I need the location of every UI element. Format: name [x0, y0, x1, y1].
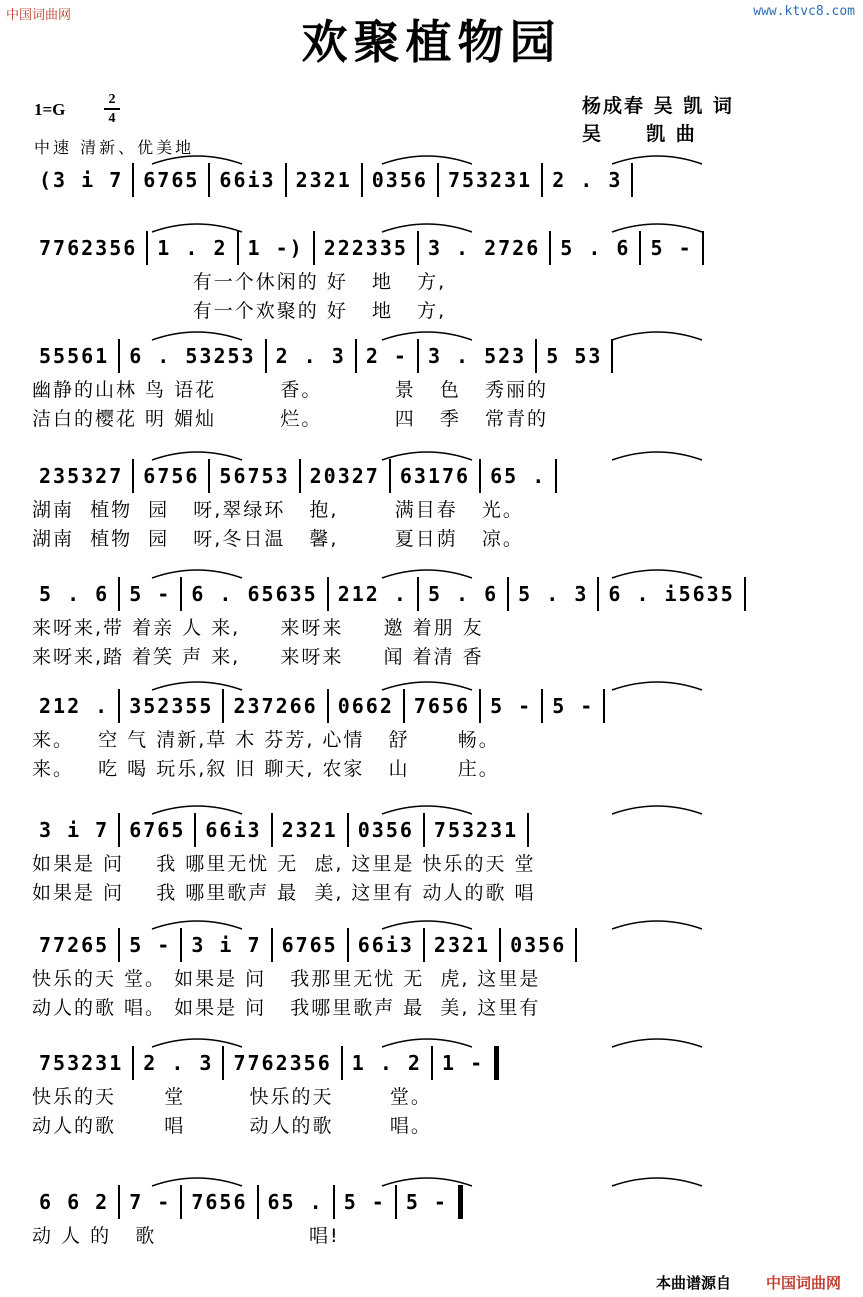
barline: [597, 577, 599, 611]
barline: [118, 1185, 120, 1219]
measure: 20327: [309, 464, 380, 488]
measure: 5 -: [129, 933, 172, 957]
barline: [347, 813, 349, 847]
measure: 65 .: [267, 1190, 324, 1214]
measure: 6 . 65635: [191, 582, 318, 606]
composer-credit: 吴 凯 曲: [582, 123, 697, 145]
barline: [423, 928, 425, 962]
watermark-left: 中国词曲网: [6, 8, 72, 23]
measure: 7 -: [129, 1190, 172, 1214]
measure: 6756: [143, 464, 200, 488]
lyric-line: 动 人 的 歌 唱!: [32, 1225, 340, 1247]
repeat-end-barline: [494, 1046, 499, 1080]
measure: 212 .: [39, 694, 110, 718]
lyric-line: 幽静的山林 鸟 语花 香。 景 色 秀丽的: [32, 379, 548, 401]
measure: 3 i 7: [191, 933, 262, 957]
measure: 65 .: [490, 464, 547, 488]
measure: 5 -: [405, 1190, 448, 1214]
watermark-right: www.ktvc8.com: [753, 4, 855, 19]
barline: [549, 231, 551, 265]
notation-line: [32, 574, 828, 614]
measure: 2 . 3: [275, 344, 346, 368]
score-system: [32, 925, 828, 1023]
measure: 5 . 6: [560, 236, 631, 260]
notation-line: [32, 1182, 828, 1222]
barline: [575, 928, 577, 962]
lyric-line: 湖南 植物 园 呀,冬日温 馨, 夏日荫 凉。: [32, 528, 524, 550]
measure: 3 . 523: [427, 344, 527, 368]
barline: [395, 1185, 397, 1219]
barline: [118, 577, 120, 611]
notation-line: [32, 925, 828, 965]
measure: 2321: [433, 933, 491, 957]
barline: [208, 163, 210, 197]
barline: [541, 163, 543, 197]
measure: 2 . 3: [552, 168, 623, 192]
measure: 1 -): [247, 236, 304, 260]
lyric-line: 如果是 问 我 哪里歌声 最 美, 这里有 动人的歌 唱: [32, 882, 536, 904]
score-system: [32, 228, 828, 326]
barline: [527, 813, 529, 847]
barline: [180, 928, 182, 962]
barline: [355, 339, 357, 373]
measure: 77265: [39, 933, 110, 957]
measure: 0356: [371, 168, 428, 192]
barline: [631, 163, 633, 197]
measure: 56753: [219, 464, 290, 488]
measure: 5 -: [129, 582, 172, 606]
score-system: [32, 1182, 828, 1251]
measure: 2321: [281, 818, 338, 842]
lyric-line: 湖南 植物 园 呀,翠绿环 抱, 满目春 光。: [32, 499, 524, 521]
time-signature-top: 2: [108, 92, 116, 107]
song-title: 欢聚植物园: [301, 15, 562, 69]
barline: [499, 928, 501, 962]
barline: [285, 163, 287, 197]
measure: 5 . 6: [427, 582, 499, 606]
barline: [431, 1046, 433, 1080]
lyric-line: 快乐的天 堂。 如果是 问 我那里无忧 无 虎, 这里是: [32, 968, 541, 990]
score-system: [32, 160, 828, 200]
measure: 212 .: [337, 582, 408, 606]
time-signature: [104, 92, 120, 126]
measure: 7762356: [233, 1051, 332, 1075]
score-system: [32, 1043, 828, 1141]
footer-source-label: 本曲谱源自: [656, 1274, 732, 1292]
barline: [702, 231, 704, 265]
lyric-line: 如果是 问 我 哪里无忧 无 虑, 这里是 快乐的天 堂: [32, 853, 536, 875]
measure: 2321: [295, 168, 352, 192]
score-system: [32, 686, 828, 784]
measure: 6765: [129, 818, 186, 842]
measure: 753231: [447, 168, 533, 192]
notation-line: [32, 1043, 828, 1083]
barline: [603, 689, 605, 723]
measure: 5 -: [552, 694, 595, 718]
measure: 66i3: [219, 168, 276, 192]
barline: [744, 577, 746, 611]
notation-line: [32, 228, 828, 268]
barline: [479, 459, 481, 493]
measure: 753231: [39, 1051, 124, 1075]
measure: 235327: [39, 464, 124, 488]
barline: [299, 459, 301, 493]
measure: 3 . 2726: [427, 236, 541, 260]
barline: [423, 813, 425, 847]
key-signature: 1=G: [34, 100, 66, 119]
notation-line: [32, 810, 828, 850]
barline: [132, 459, 134, 493]
barline: [222, 689, 224, 723]
barline: [180, 1185, 182, 1219]
barline: [437, 163, 439, 197]
time-signature-bottom: 4: [108, 111, 116, 126]
barline: [132, 163, 134, 197]
lyric-line: 洁白的樱花 明 媚灿 烂。 四 季 常青的: [32, 408, 548, 430]
measure: 7656: [413, 694, 471, 718]
measure: 6765: [281, 933, 338, 957]
barline: [194, 813, 196, 847]
measure: 5 -: [650, 236, 693, 260]
barline: [237, 231, 239, 265]
measure: 5 . 6: [39, 582, 110, 606]
notation-line: [32, 160, 828, 200]
measure: 6765: [143, 168, 200, 192]
measure: 6 . i5635: [608, 582, 735, 606]
barline: [403, 689, 405, 723]
barline: [327, 689, 329, 723]
measure: 66i3: [357, 933, 414, 957]
measure: 222335: [323, 236, 408, 260]
final-barline: [458, 1185, 463, 1219]
barline: [118, 928, 120, 962]
measure: 5 . 3: [518, 582, 589, 606]
measure: 6 6 2: [39, 1190, 110, 1214]
barline: [341, 1046, 343, 1080]
measure: (3 i 7: [39, 168, 124, 192]
measure: 6 . 53253: [129, 344, 256, 368]
measure: 1 -: [441, 1051, 485, 1075]
barline: [535, 339, 537, 373]
score-system: [32, 456, 828, 554]
barline: [313, 231, 315, 265]
barline: [333, 1185, 335, 1219]
barline: [417, 339, 419, 373]
measure: 55561: [39, 344, 110, 368]
barline: [222, 1046, 224, 1080]
measure: 0662: [337, 694, 394, 718]
lyric-line: 动人的歌 唱。 如果是 问 我哪里歌声 最 美, 这里有: [32, 997, 541, 1019]
lyric-line: 快乐的天 堂 快乐的天 堂。: [32, 1086, 432, 1108]
score-system: [32, 574, 828, 672]
barline: [361, 163, 363, 197]
measure: 0356: [510, 933, 567, 957]
measure: 5 -: [490, 694, 533, 718]
barline: [132, 1046, 134, 1080]
barline: [611, 339, 613, 373]
barline: [257, 1185, 259, 1219]
time-signature-divider: [104, 108, 120, 110]
lyric-line: 来呀来,踏 着笑 声 来, 来呀来 闻 着清 香: [32, 646, 484, 668]
measure: 5 53: [546, 344, 603, 368]
barline: [271, 813, 273, 847]
measure: 237266: [233, 694, 318, 718]
measure: 3 i 7: [39, 818, 110, 842]
measure: 63176: [399, 464, 471, 488]
barline: [347, 928, 349, 962]
barline: [271, 928, 273, 962]
barline: [118, 813, 120, 847]
barline: [541, 689, 543, 723]
barline: [417, 231, 419, 265]
measure: 7762356: [39, 236, 138, 260]
lyricist-credit: 杨成春 吴 凯 词: [582, 95, 734, 117]
barline: [146, 231, 148, 265]
measure: 2 . 3: [143, 1051, 214, 1075]
barline: [327, 577, 329, 611]
lyric-line: 来呀来,带 着亲 人 来, 来呀来 邀 着朋 友: [32, 617, 484, 639]
barline: [389, 459, 391, 493]
notation-line: [32, 336, 828, 376]
tempo-marking: 中速 清新、优美地: [34, 138, 195, 157]
lyric-line: 有一个休闲的 好 地 方,: [32, 271, 447, 293]
measure: 66i3: [205, 818, 262, 842]
lyric-line: 来。 空 气 清新,草 木 芬芳, 心情 舒 畅。: [32, 729, 500, 751]
barline: [417, 577, 419, 611]
measure: 352355: [129, 694, 214, 718]
barline: [118, 689, 120, 723]
barline: [118, 339, 120, 373]
measure: 5 -: [343, 1190, 386, 1214]
barline: [555, 459, 557, 493]
lyric-line: 来。 吃 喝 玩乐,叙 旧 聊天, 农家 山 庄。: [32, 758, 500, 780]
score-system: [32, 336, 828, 434]
measure: 0356: [357, 818, 414, 842]
footer-source-site: 中国词曲网: [766, 1274, 842, 1292]
barline: [507, 577, 509, 611]
notation-line: [32, 456, 828, 496]
measure: 753231: [433, 818, 519, 842]
barline: [265, 339, 267, 373]
lyric-line: 有一个欢聚的 好 地 方,: [32, 300, 447, 322]
barline: [639, 231, 641, 265]
barline: [479, 689, 481, 723]
measure: 1 . 2: [351, 1051, 422, 1075]
measure: 1 . 2: [157, 236, 228, 260]
credits: [582, 92, 734, 148]
measure: 2 -: [365, 344, 408, 368]
barline: [208, 459, 210, 493]
score-system: [32, 810, 828, 908]
notation-line: [32, 686, 828, 726]
barline: [180, 577, 182, 611]
lyric-line: 动人的歌 唱 动人的歌 唱。: [32, 1115, 432, 1137]
measure: 7656: [191, 1190, 248, 1214]
